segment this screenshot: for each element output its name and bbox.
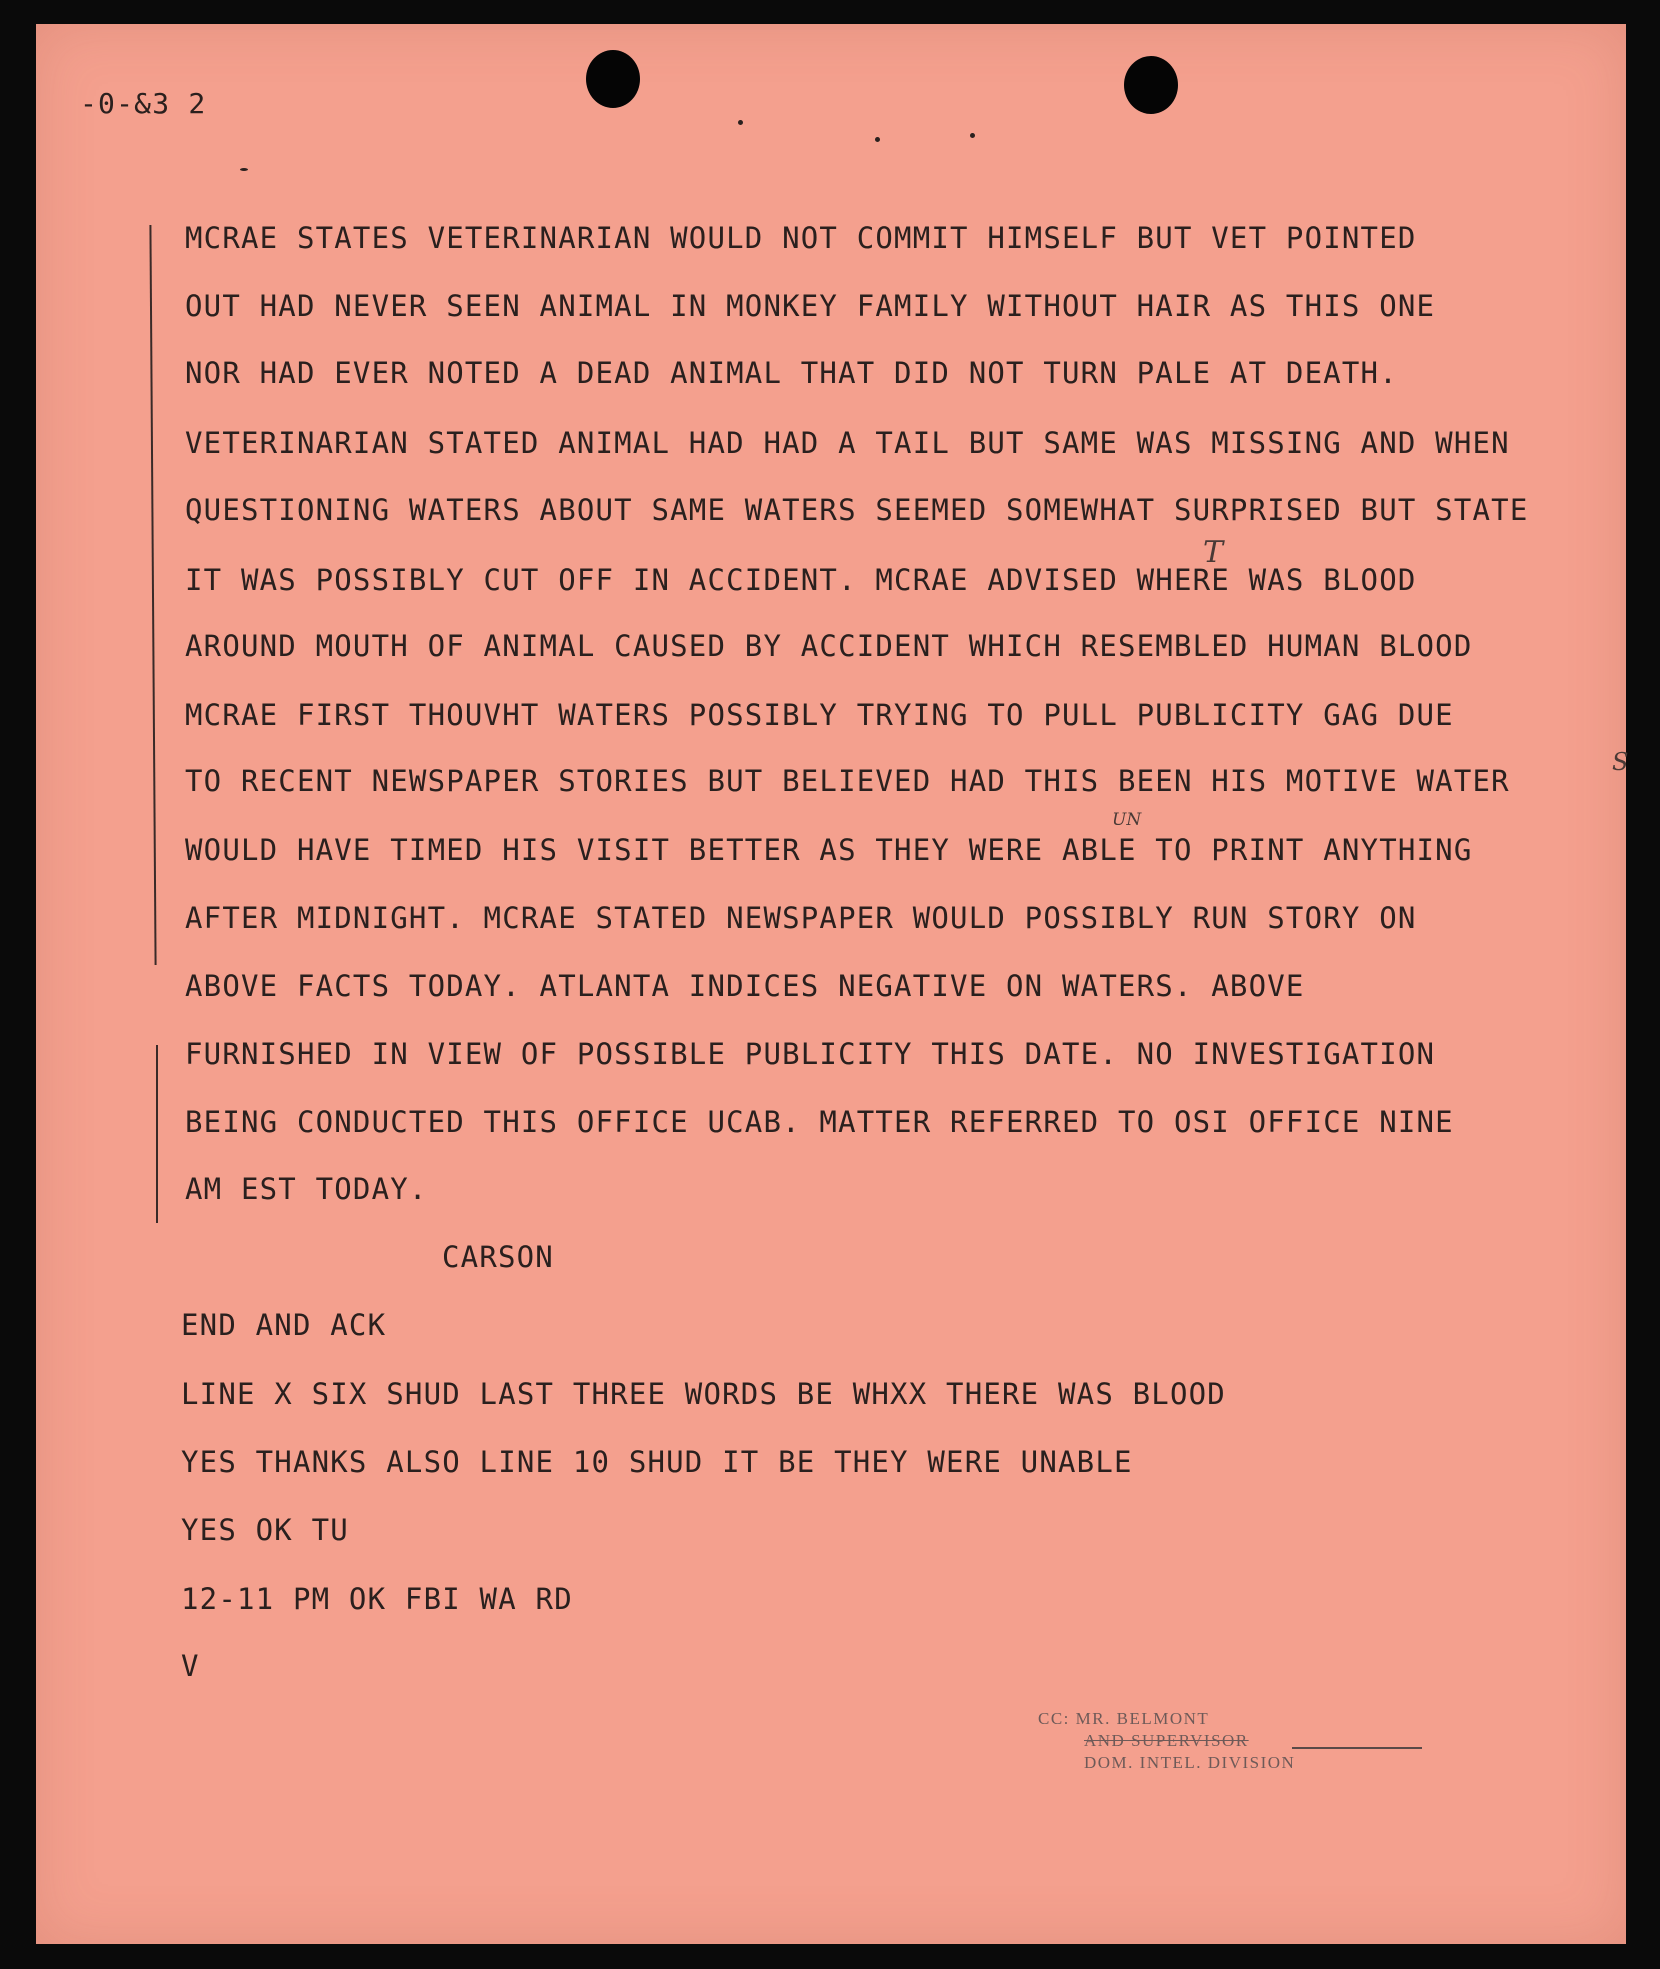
body-line-6: IT WAS POSSIBLY CUT OFF IN ACCIDENT. MCRAE ADVISED WHERE WAS BLOOD — [185, 563, 1417, 597]
body-line-3: NOR HAD EVER NOTED A DEAD ANIMAL THAT DID NOT TURN PALE AT DEATH. — [185, 356, 1398, 390]
margin-bracket-lower — [156, 1045, 158, 1223]
ink-speck — [970, 133, 975, 138]
body-line-14: BEING CONDUCTED THIS OFFICE UCAB. MATTER REFERRED TO OSI OFFICE NINE — [185, 1105, 1454, 1139]
trailer-line-3: YES THANKS ALSO LINE 10 SHUD IT BE THEY WERE UNABLE — [181, 1445, 1133, 1479]
punch-hole-left — [586, 50, 640, 108]
body-line-15: AM EST TODAY. — [185, 1172, 428, 1206]
signature-name: CARSON — [442, 1240, 554, 1274]
body-line-8: MCRAE FIRST THOUVHT WATERS POSSIBLY TRYING TO PULL PUBLICITY GAG DUE — [185, 698, 1454, 732]
trailer-line-6: V — [181, 1649, 200, 1683]
handwritten-correction-s: S — [1612, 748, 1629, 776]
body-line-9: TO RECENT NEWSPAPER STORIES BUT BELIEVED HAD THIS BEEN HIS MOTIVE WATER — [185, 764, 1510, 798]
body-line-4: VETERINARIAN STATED ANIMAL HAD HAD A TAIL BUT SAME WAS MISSING AND WHEN — [185, 426, 1510, 460]
body-line-11: AFTER MIDNIGHT. MCRAE STATED NEWSPAPER WOULD POSSIBLY RUN STORY ON — [185, 901, 1417, 935]
body-line-5: QUESTIONING WATERS ABOUT SAME WATERS SEEMED SOMEWHAT SURPRISED BUT STATE — [185, 493, 1529, 527]
ink-speck — [875, 137, 880, 142]
ink-speck — [738, 120, 743, 125]
punch-hole-right — [1124, 56, 1178, 114]
body-line-1: MCRAE STATES VETERINARIAN WOULD NOT COMMIT HIMSELF BUT VET POINTED — [185, 221, 1417, 255]
cc-line-1: CC: MR. BELMONT — [1038, 1709, 1210, 1728]
body-line-12: ABOVE FACTS TODAY. ATLANTA INDICES NEGATIVE ON WATERS. ABOVE — [185, 969, 1305, 1003]
handwritten-correction-t: T — [1203, 535, 1224, 570]
ink-speck — [240, 168, 248, 171]
trailer-line-5: 12-11 PM OK FBI WA RD — [181, 1582, 573, 1616]
trailer-line-1: END AND ACK — [181, 1308, 387, 1342]
cc-routing-stamp — [1038, 1708, 1295, 1774]
cc-line-3: DOM. INTEL. DIVISION — [1084, 1753, 1296, 1772]
body-line-2: OUT HAD NEVER SEEN ANIMAL IN MONKEY FAMILY WITHOUT HAIR AS THIS ONE — [185, 289, 1436, 323]
trailer-line-2: LINE X SIX SHUD LAST THREE WORDS BE WHXX THERE WAS BLOOD — [181, 1377, 1226, 1411]
cc-underline — [1292, 1747, 1422, 1749]
body-line-13: FURNISHED IN VIEW OF POSSIBLE PUBLICITY THIS DATE. NO INVESTIGATION — [185, 1037, 1436, 1071]
file-reference: -0-&3 2 — [80, 87, 207, 120]
cc-line-2: AND SUPERVISOR — [1084, 1731, 1249, 1750]
body-line-10: WOULD HAVE TIMED HIS VISIT BETTER AS THEY WERE ABLE TO PRINT ANYTHING — [185, 833, 1473, 867]
body-line-7: AROUND MOUTH OF ANIMAL CAUSED BY ACCIDENT WHICH RESEMBLED HUMAN BLOOD — [185, 629, 1473, 663]
handwritten-correction-un: UN — [1112, 810, 1142, 830]
trailer-line-4: YES OK TU — [181, 1513, 349, 1547]
